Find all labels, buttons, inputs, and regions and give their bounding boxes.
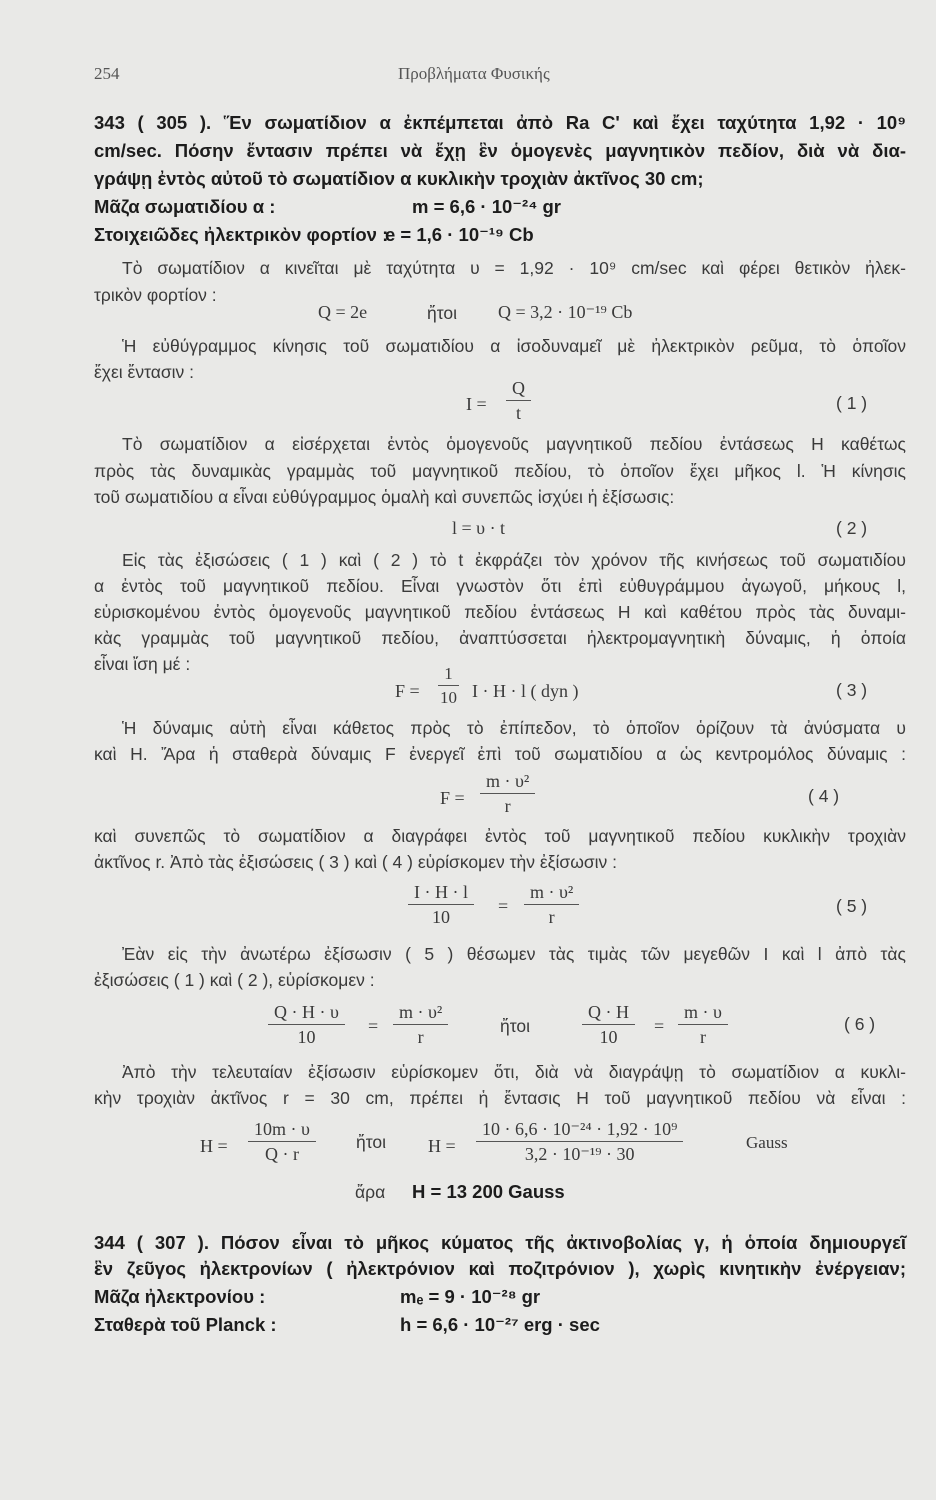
eq6-c-denominator: 10 <box>599 1026 618 1047</box>
eq7-lhs-2: H = <box>428 1136 456 1156</box>
eq3-fraction <box>434 664 463 707</box>
eq6-a-numerator: Q · H · υ <box>268 1002 345 1025</box>
eq4-tag: ( 4 ) <box>808 786 840 806</box>
solution-line-1a: Τὸ σωματίδιον α κινεῖται μὲ ταχύτητα υ = 1,92 · 10⁹ cm/sec καὶ φέρει θετικὸν ἠλεκ- <box>122 258 906 278</box>
eq6-equals-2: = <box>654 1016 665 1036</box>
eq5-left-denominator: 10 <box>431 906 450 927</box>
eq5-equals: = <box>498 896 509 916</box>
eq7-fraction-symbolic <box>248 1119 316 1164</box>
charge-label: Στοιχειῶδες ἠλεκτρικὸν φορτίον : <box>94 224 389 245</box>
eq4-numerator: m · υ² <box>480 771 535 794</box>
eq3-denominator: 10 <box>440 687 457 707</box>
eq7-fraction-numeric <box>476 1119 683 1164</box>
eq5-left-numerator: I · H · l <box>408 882 474 905</box>
solution-line-6b: ἀκτῖνος r. Ἀπὸ τὰς ἐξισώσεις ( 3 ) καὶ ( 4 ) εὑρίσκομεν τὴν ἐξίσωσιν : <box>94 852 618 872</box>
eq7-numerator-symbolic: 10m · υ <box>248 1119 316 1142</box>
solution-line-8b: κὴν τροχιὰν ἀκτῖνος r = 30 cm, πρέπει ἡ ἔντασις Η τοῦ μαγνητικοῦ πεδίου νὰ εἶναι : <box>94 1088 906 1108</box>
eq3-tag: ( 3 ) <box>836 680 868 700</box>
eq1-numerator: Q <box>506 378 531 401</box>
solution-line-7a: Ἐὰν εἰς τὴν ἀνωτέρω ἐξίσωσιν ( 5 ) θέσωμεν τὰς τιμὰς τῶν μεγεθῶν I καὶ l ἀπὸ τὰς <box>122 944 906 964</box>
mass-alpha-label: Μᾶζα σωματιδίου α : <box>94 196 276 217</box>
running-title: Προβλήματα Φυσικής <box>398 64 550 83</box>
solution-line-4c: εὑρισκομένου ἐντὸς ὁμογενοῦς μαγνητικοῦ πεδίου ἐντάσεως Η καὶ καθέτου πρὸς τὰς δυναμι- <box>94 602 906 622</box>
eq7-itoi: ἤτοι <box>356 1132 387 1152</box>
problem-344-line-1: 344 ( 307 ). Πόσον εἶναι τὸ μῆκος κύματος τῆς ἀκτινοβολίας γ, ἡ ὁποία δημιουργεῖ <box>94 1232 906 1253</box>
eq4-lhs: F = <box>440 788 465 808</box>
eq2-expression: l = υ · t <box>452 518 506 538</box>
problem-343-line-3: γράψῃ ἐντὸς αὐτοῦ τὸ σωματίδιον α κυκλικὴν τροχιὰν ἀκτῖνος 30 cm; <box>94 168 704 189</box>
eq5-left-fraction <box>408 882 474 927</box>
eq5-right-denominator: r <box>548 906 555 927</box>
eq1-tag: ( 1 ) <box>836 393 868 413</box>
charge-value: e = 1,6 · 10⁻¹⁹ Cb <box>385 224 534 245</box>
eq3-rhs: I · H · l ( dyn ) <box>472 681 579 701</box>
solution-line-4d: κὰς γραμμὰς τοῦ μαγνητικοῦ πεδίου, ἀναπτύσσεται ἠλεκτρομαγνητικὴ δύναμις, ἡ ὁποία <box>94 628 906 648</box>
solution-line-5a: Ἡ δύναμις αὐτὴ εἶναι κάθετος πρὸς τὸ ἐπίπεδον, τὸ ὁποῖον ὁρίζουν τὰ ἀνύσματα υ <box>122 718 906 738</box>
solution-line-2b: ἔχει ἔντασιν : <box>94 362 195 382</box>
eq2-tag: ( 2 ) <box>836 518 868 538</box>
eq5-tag: ( 5 ) <box>836 896 868 916</box>
eq1-lhs: I = <box>466 394 487 414</box>
final-result: H = 13 200 Gauss <box>412 1181 565 1202</box>
itoi-word: ἤτοι <box>427 303 458 323</box>
eq5-right-fraction <box>524 882 579 927</box>
eq7-denominator-numeric: 3,2 · 10⁻¹⁹ · 30 <box>524 1143 635 1164</box>
problem-344-line-2: ἓν ζεῦγος ἠλεκτρονίων ( ἠλεκτρόνιον καὶ ποζιτρόνιον ), χωρὶς κινητικὴν ἐνέργειαν; <box>94 1258 906 1279</box>
solution-line-4e: εἶναι ἴση μέ : <box>94 654 191 674</box>
eq7-unit: Gauss <box>746 1133 788 1152</box>
eq6-equals-1: = <box>368 1016 379 1036</box>
solution-line-3b: πρὸς τὰς δυναμικὰς γραμμὰς τοῦ μαγνητικοῦ πεδίου, τὸ ὁποῖον ἔχει μῆκος l. Ἡ κίνησις <box>94 461 906 481</box>
eq7-numerator-numeric: 10 · 6,6 · 10⁻²⁴ · 1,92 · 10⁹ <box>476 1119 683 1142</box>
solution-line-6a: καὶ συνεπῶς τὸ σωματίδιον α διαγράφει ἐντὸς τοῦ μαγνητικοῦ πεδίου κυκλικὴν τροχιὰν <box>94 826 906 846</box>
eq6-fraction-a <box>268 1002 345 1047</box>
eq4-fraction <box>480 771 535 816</box>
eq7-lhs: H = <box>200 1136 228 1156</box>
planck-label: Σταθερὰ τοῦ Planck : <box>94 1314 277 1335</box>
page-number: 254 <box>94 64 120 83</box>
solution-line-3c: τοῦ σωματιδίου α εἶναι εὐθύγραμμος ὁμαλὴ καὶ συνεπῶς ἰσχύει ἡ ἐξίσωσις: <box>94 487 675 507</box>
eq1-fraction <box>506 378 531 423</box>
charge-equation-2: Q = 3,2 · 10⁻¹⁹ Cb <box>498 302 633 322</box>
solution-line-5b: καὶ Η. Ἄρα ἡ σταθερὰ δύναμις F ἐνεργεῖ ἐπὶ τοῦ σωματιδίου α ὡς κεντρομόλος δύναμις : <box>94 744 906 764</box>
eq6-b-numerator: m · υ² <box>393 1002 448 1025</box>
ara-word: ἄρα <box>355 1182 386 1202</box>
eq6-d-denominator: r <box>699 1026 706 1047</box>
solution-line-3a: Τὸ σωματίδιον α εἰσέρχεται ἐντὸς ὁμογενοῦς μαγνητικοῦ πεδίου ἐντάσεως Η καθέτως <box>122 434 906 454</box>
solution-line-2a: Ἡ εὐθύγραμμος κίνησις τοῦ σωματιδίου α ἰσοδυναμεῖ μὲ ἠλεκτρικὸν ρεῦμα, τὸ ὁποῖον <box>122 336 906 356</box>
problem-343-line-2: cm/sec. Πόσην ἔντασιν πρέπει νὰ ἔχῃ ἓν ὁμογενὲς μαγνητικὸν πεδίον, διὰ νὰ δια- <box>94 140 906 161</box>
eq6-tag: ( 6 ) <box>844 1014 876 1034</box>
solution-line-4a: Εἰς τὰς ἐξισώσεις ( 1 ) καὶ ( 2 ) τὸ t ἐκφράζει τὸν χρόνον τῆς κινήσεως τοῦ σωματιδίου <box>122 550 906 570</box>
electron-mass-value: mₑ = 9 · 10⁻²⁸ gr <box>400 1286 541 1307</box>
electron-mass-label: Μᾶζα ἠλεκτρονίου : <box>94 1286 266 1307</box>
eq6-fraction-d <box>678 1002 728 1047</box>
eq6-itoi: ἤτοι <box>500 1016 531 1036</box>
problem-343-line-1: 343 ( 305 ). Ἕν σωματίδιον α ἐκπέμπεται ἀπὸ Ra C' καὶ ἔχει ταχύτητα 1,92 · 10⁹ <box>94 112 906 133</box>
planck-value: h = 6,6 · 10⁻²⁷ erg · sec <box>400 1314 600 1335</box>
eq5-right-numerator: m · υ² <box>524 882 579 905</box>
charge-equation-1: Q = 2e <box>318 302 368 322</box>
eq3-numerator: 1 <box>438 664 459 686</box>
eq4-denominator: r <box>504 795 511 816</box>
mass-alpha-value: m = 6,6 · 10⁻²⁴ gr <box>412 196 561 217</box>
eq6-c-numerator: Q · H <box>582 1002 635 1025</box>
eq6-fraction-b <box>393 1002 448 1047</box>
solution-line-7b: ἐξισώσεις ( 1 ) καὶ ( 2 ), εὑρίσκομεν : <box>94 970 375 990</box>
solution-line-8a: Ἀπὸ τὴν τελευταίαν ἐξίσωσιν εὑρίσκομεν ὅτι, διὰ νὰ διαγράψῃ τὸ σωματίδιον α κυκλι- <box>122 1062 906 1082</box>
eq3-lhs: F = <box>395 681 420 701</box>
eq7-denominator-symbolic: Q · r <box>264 1143 299 1164</box>
eq6-a-denominator: 10 <box>297 1026 316 1047</box>
solution-line-1b: τρικὸν φορτίον : <box>94 285 217 305</box>
eq6-b-denominator: r <box>417 1026 424 1047</box>
eq6-fraction-c <box>582 1002 635 1047</box>
solution-line-4b: α ἐντὸς τοῦ μαγνητικοῦ πεδίου. Εἶναι γνωστὸν ὅτι ἐπὶ εὐθυγράμμου ἀγωγοῦ, μήκους l, <box>94 576 906 596</box>
eq6-d-numerator: m · υ <box>678 1002 728 1025</box>
eq1-denominator: t <box>515 402 521 423</box>
